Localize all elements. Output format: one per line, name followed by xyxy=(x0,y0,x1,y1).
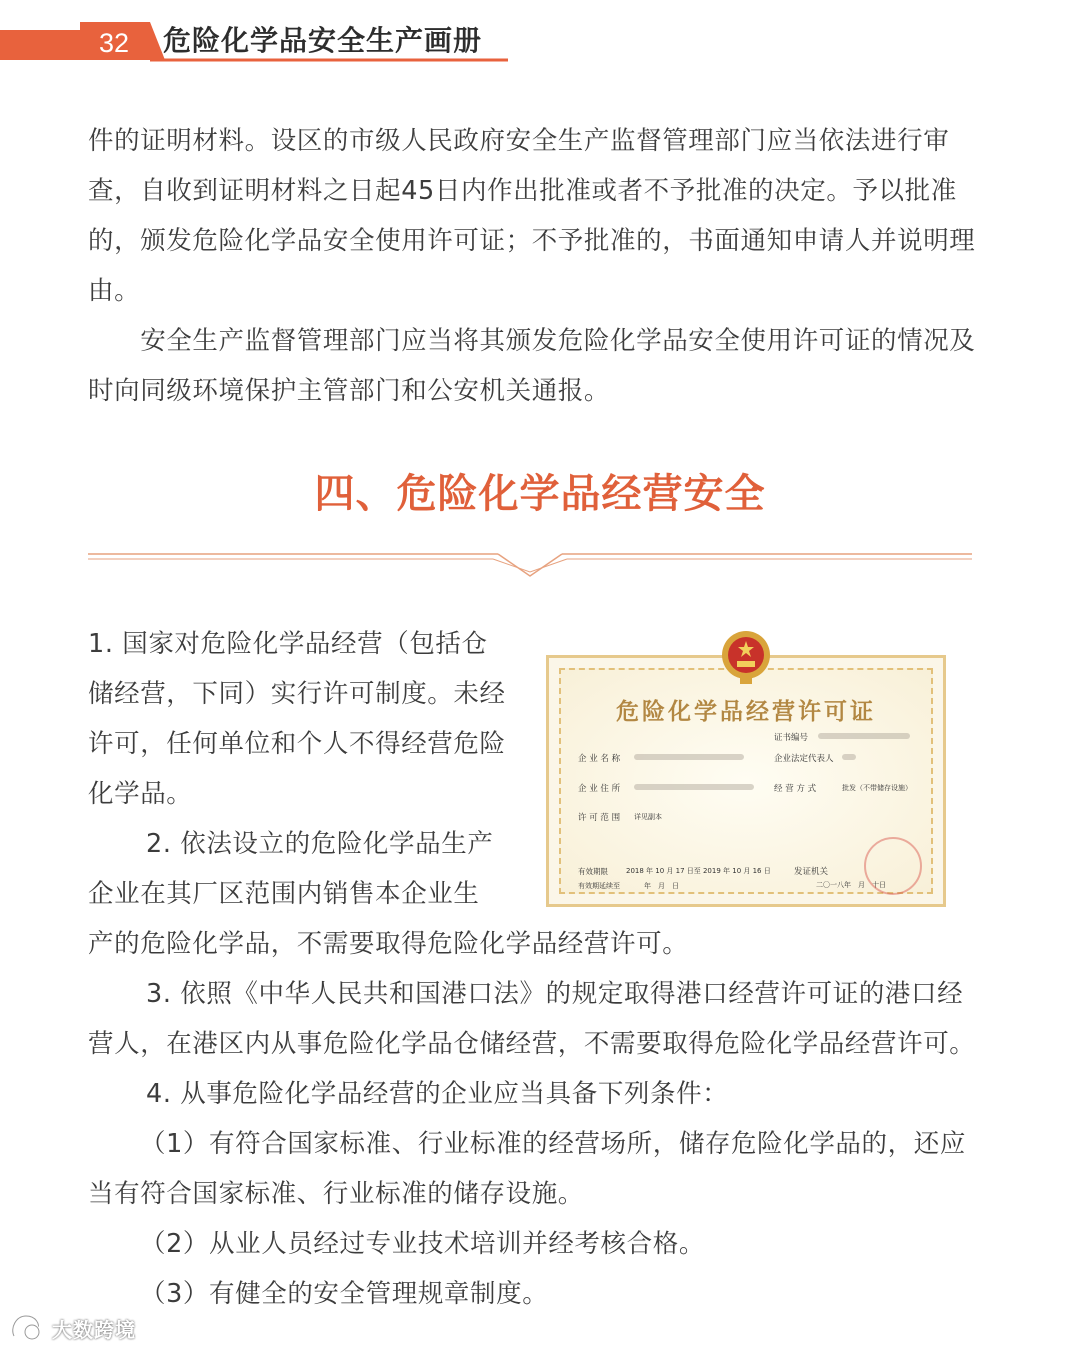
national-emblem-icon xyxy=(718,625,774,685)
item-2-cont: 产的危险化学品，不需要取得危险化学品经营许可。 xyxy=(88,929,689,959)
section-title: 四、危险化学品经营安全 xyxy=(314,471,766,517)
mode-label: 经 营 方 式 xyxy=(774,784,817,794)
valid-label: 有效期限 xyxy=(578,867,608,876)
condition-1: （1）有符合国家标准、行业标准的经营场所，储存危险化学品的，还应当有符合国家标准、行业标准的储存设施。 xyxy=(88,1129,966,1209)
legal-rep-label: 企业法定代表人 xyxy=(774,754,834,764)
cert-no-label: 证书编号 xyxy=(774,733,809,743)
scope-value: 详见副本 xyxy=(634,813,662,821)
book-title: 危险化学品安全生产画册 xyxy=(163,24,483,57)
paragraph-1: 件的证明材料。设区的市级人民政府安全生产监督管理部门应当依法进行审查，自收到证明材料之日起45日内作出批准或者不予批准的决定。予以批准的，颁发危险化学品安全使用许可证；不予批准的，书面通知申请人并说明理由。 xyxy=(88,126,976,306)
issuer-label: 发证机关 xyxy=(794,867,829,877)
condition-3: （3）有健全的安全管理规章制度。 xyxy=(140,1279,549,1309)
company-name-label: 企 业 名 称 xyxy=(578,754,621,764)
scope-label: 许 可 范 围 xyxy=(578,813,621,823)
section-divider xyxy=(88,548,972,580)
item-2: 2. 依法设立的危险化学品生产企业在其厂区范围内销售本企业生 xyxy=(88,829,494,909)
paragraph-2: 安全生产监督管理部门应当将其颁发危险化学品安全使用许可证的情况及时向同级环境保护主管部门和公安机关通报。 xyxy=(88,326,976,406)
item-1: 1. 国家对危险化学品经营（包括仓储经营，下同）实行许可制度。未经许可，任何单位和个人不得经营危险化学品。 xyxy=(88,629,506,809)
certificate-title: 危险化学品经营许可证 xyxy=(616,699,876,725)
condition-2: （2）从业人员经过专业技术培训并经考核合格。 xyxy=(140,1229,705,1259)
license-certificate xyxy=(546,625,948,910)
address-label: 企 业 住 所 xyxy=(578,784,621,794)
watermark-logo-icon xyxy=(8,1310,52,1344)
extend-label: 有效期延续至 xyxy=(578,882,620,890)
mode-value: 批发（不带储存设施） xyxy=(842,784,912,792)
extend-value: 年 月 日 xyxy=(644,882,679,890)
page-number: 32 xyxy=(98,28,130,58)
valid-value: 2018 年 10 月 17 日至 2019 年 10 月 16 日 xyxy=(626,867,771,875)
official-seal-icon xyxy=(864,837,922,895)
item-3: 3. 依照《中华人民共和国港口法》的规定取得港口经营许可证的港口经营人，在港区内从事危险化学品仓储经营，不需要取得危险化学品经营许可。 xyxy=(88,979,976,1059)
issue-date: 二〇一八年 月 十日 xyxy=(816,881,886,889)
item-4: 4. 从事危险化学品经营的企业应当具备下列条件： xyxy=(146,1079,729,1109)
watermark-text: 大数跨境 xyxy=(52,1318,136,1342)
